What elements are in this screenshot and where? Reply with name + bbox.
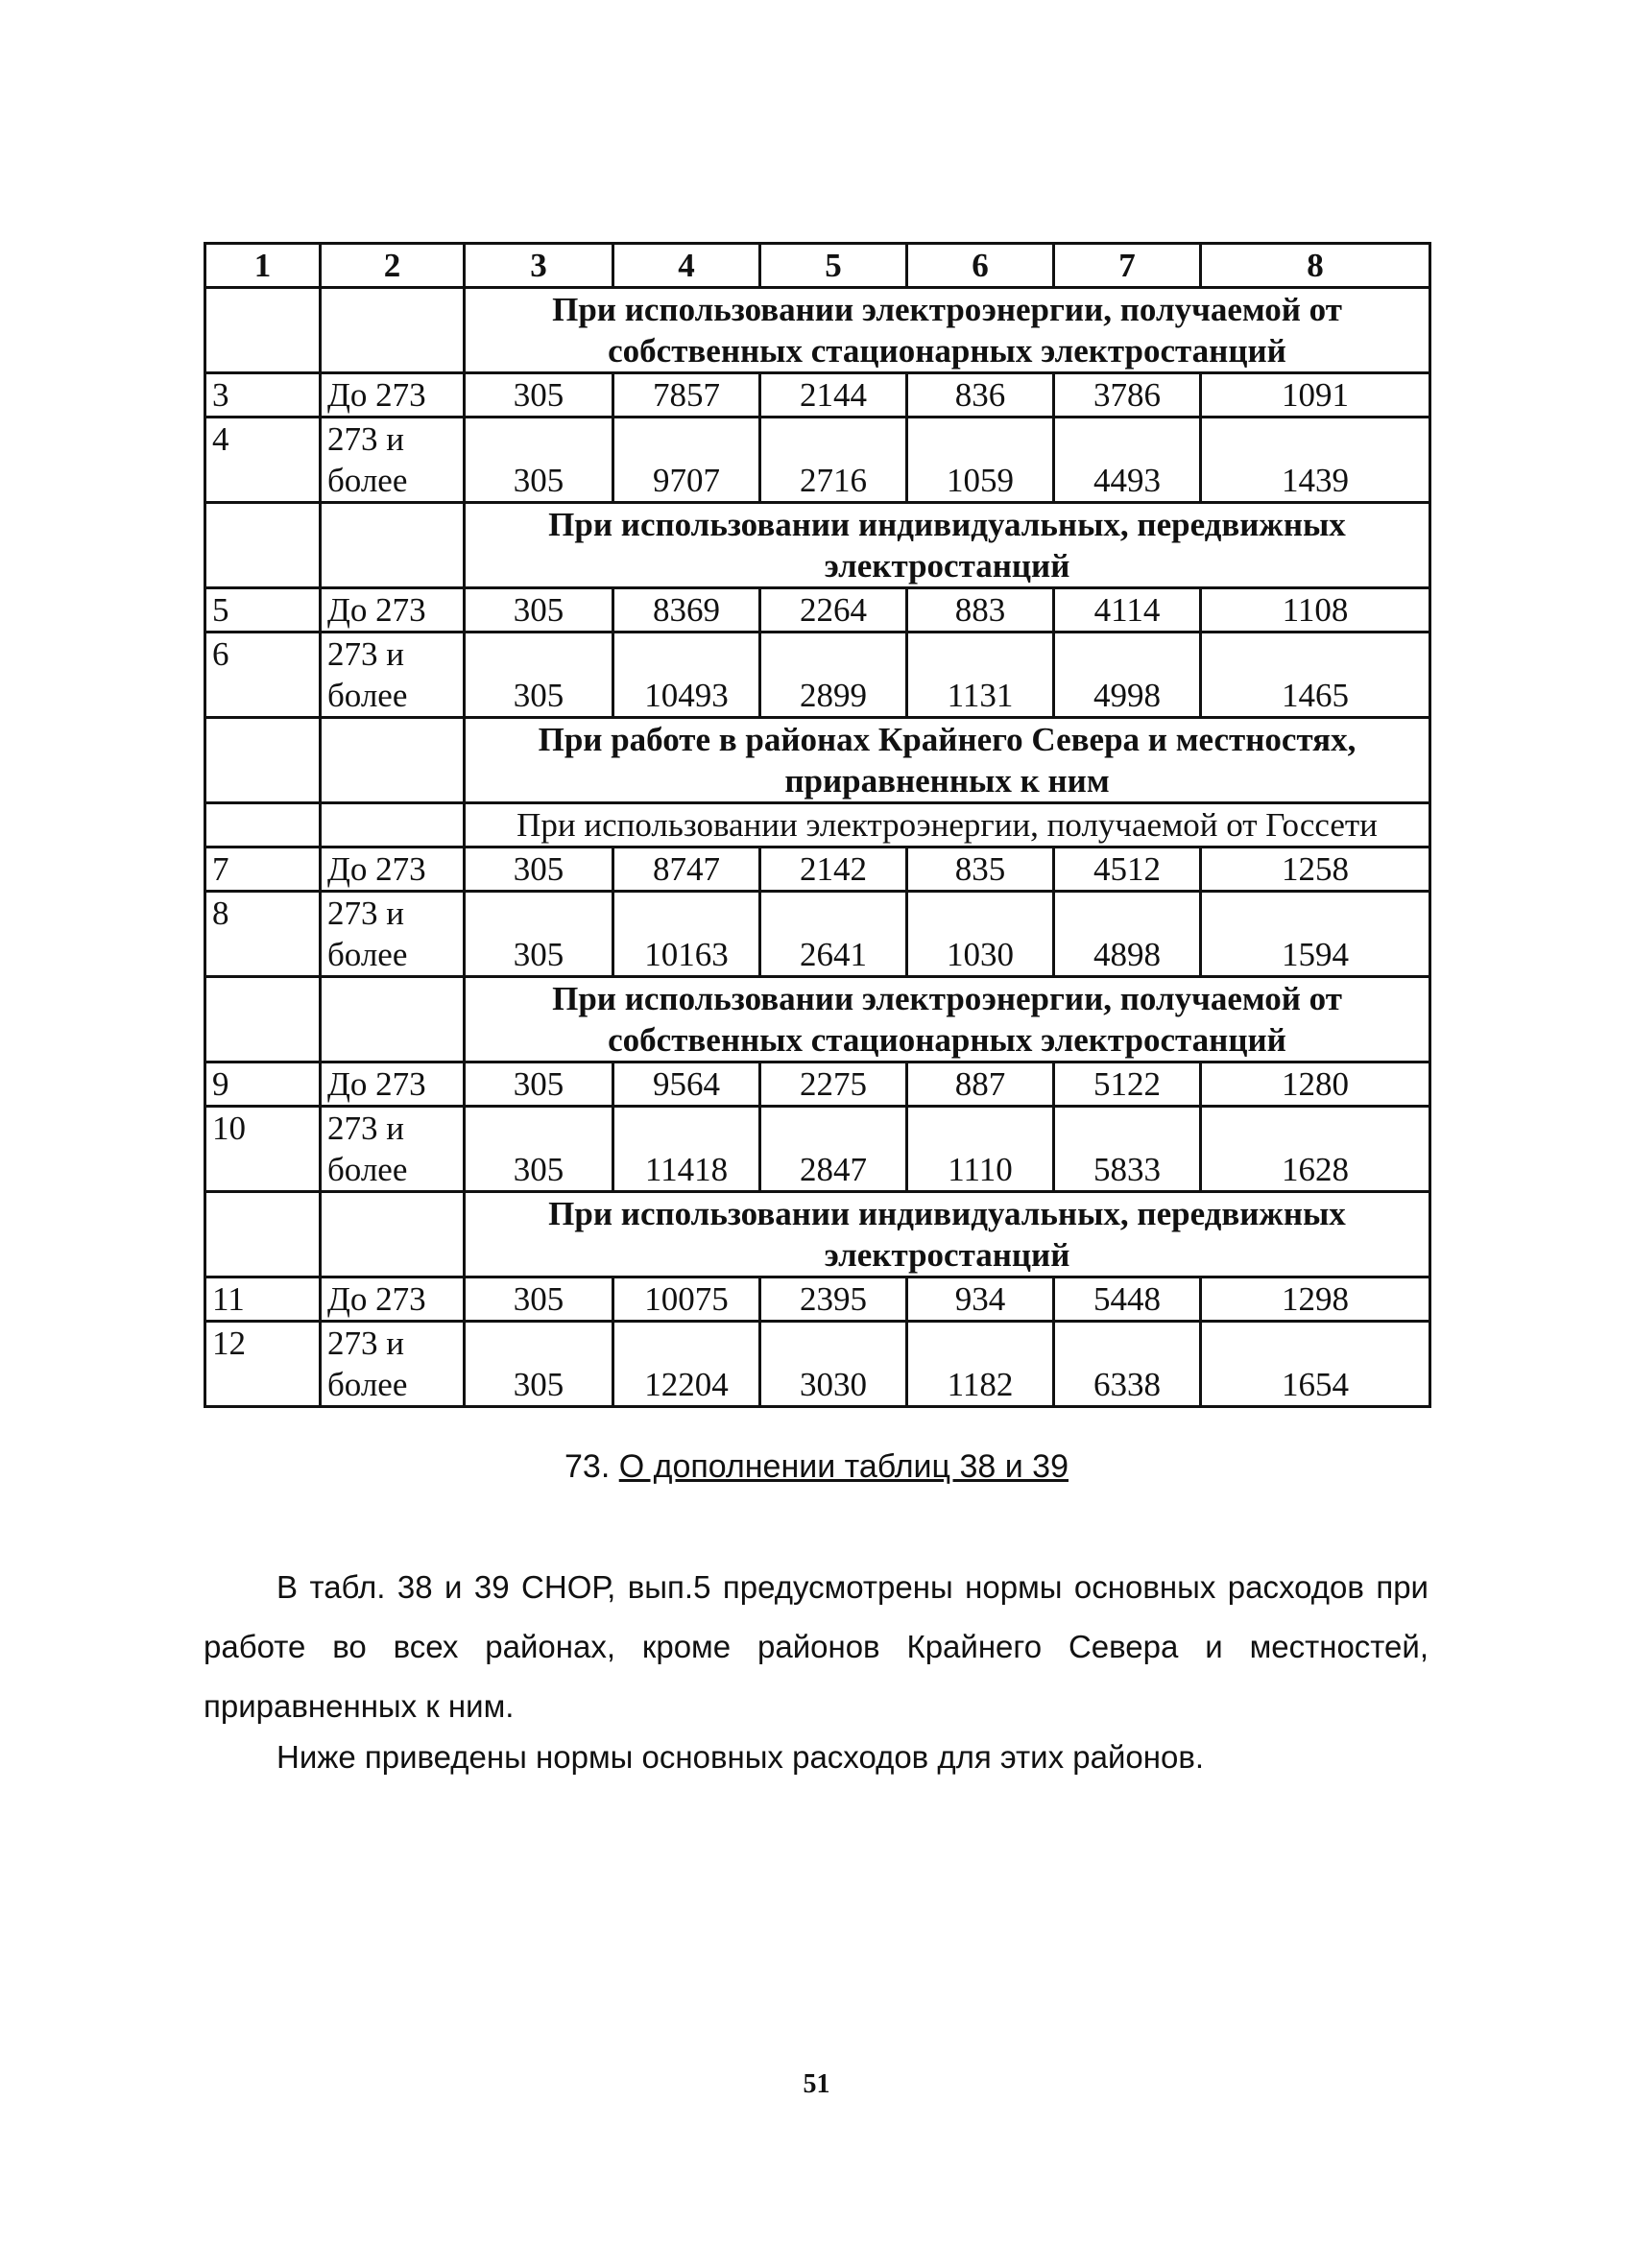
header-cell: 7 xyxy=(1054,244,1201,288)
cell: 8747 xyxy=(613,848,760,892)
cell: 305 xyxy=(465,373,613,418)
cell: 2142 xyxy=(760,848,907,892)
table-row xyxy=(205,633,1430,718)
cell: 1131 xyxy=(907,633,1054,718)
cell: 2641 xyxy=(760,892,907,977)
row-number: 8 xyxy=(205,892,321,977)
cell: 835 xyxy=(907,848,1054,892)
norms-table xyxy=(204,242,1431,1408)
section-row xyxy=(205,803,1430,848)
cell: 1628 xyxy=(1201,1107,1430,1192)
section-title: При использовании индивидуальных, передвижных электростанций xyxy=(465,503,1430,588)
cell: 887 xyxy=(907,1062,1054,1107)
cell: 2144 xyxy=(760,373,907,418)
cell: 1091 xyxy=(1201,373,1430,418)
row-number: 7 xyxy=(205,848,321,892)
header-cell: 2 xyxy=(321,244,465,288)
header-cell: 1 xyxy=(205,244,321,288)
table-row xyxy=(205,1107,1430,1192)
cell: 305 xyxy=(465,588,613,633)
row-size: 273 и более xyxy=(321,418,465,503)
cell: 5122 xyxy=(1054,1062,1201,1107)
cell: 305 xyxy=(465,848,613,892)
row-number: 11 xyxy=(205,1277,321,1322)
row-size: До 273 xyxy=(321,588,465,633)
cell: 12204 xyxy=(613,1322,760,1407)
table-row xyxy=(205,1062,1430,1107)
cell: 1059 xyxy=(907,418,1054,503)
cell: 2899 xyxy=(760,633,907,718)
cell: 2847 xyxy=(760,1107,907,1192)
header-cell: 8 xyxy=(1201,244,1430,288)
section-title: При использовании электроэнергии, получаемой от собственных стационарных электростанций xyxy=(465,288,1430,373)
cell: 934 xyxy=(907,1277,1054,1322)
table-row xyxy=(205,1277,1430,1322)
cell: 5833 xyxy=(1054,1107,1201,1192)
cell: 10163 xyxy=(613,892,760,977)
table-row xyxy=(205,848,1430,892)
table-header-row xyxy=(205,244,1430,288)
header-cell: 4 xyxy=(613,244,760,288)
cell: 305 xyxy=(465,1322,613,1407)
section-title: При использовании индивидуальных, передвижных электростанций xyxy=(465,1192,1430,1277)
cell: 1258 xyxy=(1201,848,1430,892)
cell: 7857 xyxy=(613,373,760,418)
cell: 1654 xyxy=(1201,1322,1430,1407)
cell: 305 xyxy=(465,892,613,977)
row-size: До 273 xyxy=(321,848,465,892)
row-size: До 273 xyxy=(321,373,465,418)
row-number: 9 xyxy=(205,1062,321,1107)
cell: 4512 xyxy=(1054,848,1201,892)
cell: 2395 xyxy=(760,1277,907,1322)
table-row xyxy=(205,373,1430,418)
section-row xyxy=(205,1192,1430,1277)
row-number: 4 xyxy=(205,418,321,503)
row-number: 6 xyxy=(205,633,321,718)
cell: 883 xyxy=(907,588,1054,633)
table-row xyxy=(205,1322,1430,1407)
section-title: При использовании электроэнергии, получаемой от Госсети xyxy=(465,803,1430,848)
cell: 305 xyxy=(465,633,613,718)
cell: 5448 xyxy=(1054,1277,1201,1322)
table-row xyxy=(205,892,1430,977)
cell: 836 xyxy=(907,373,1054,418)
section-row xyxy=(205,718,1430,803)
cell: 1110 xyxy=(907,1107,1054,1192)
row-size: 273 и более xyxy=(321,633,465,718)
row-size: До 273 xyxy=(321,1277,465,1322)
cell: 2264 xyxy=(760,588,907,633)
row-size: До 273 xyxy=(321,1062,465,1107)
paragraph: Ниже приведены нормы основных расходов для этих районов. xyxy=(276,1739,1205,1775)
cell: 4114 xyxy=(1054,588,1201,633)
row-size: 273 и более xyxy=(321,892,465,977)
cell: 2275 xyxy=(760,1062,907,1107)
row-size: 273 и более xyxy=(321,1322,465,1407)
section-title: О дополнении таблиц 38 и 39 xyxy=(618,1448,1069,1485)
cell: 1182 xyxy=(907,1322,1054,1407)
header-cell: 3 xyxy=(465,244,613,288)
row-number: 10 xyxy=(205,1107,321,1192)
page-number: 51 xyxy=(803,2069,830,2099)
cell: 9707 xyxy=(613,418,760,503)
section-row xyxy=(205,977,1430,1062)
cell: 1439 xyxy=(1201,418,1430,503)
cell: 4998 xyxy=(1054,633,1201,718)
header-cell: 6 xyxy=(907,244,1054,288)
cell: 4493 xyxy=(1054,418,1201,503)
cell: 6338 xyxy=(1054,1322,1201,1407)
section-row xyxy=(205,288,1430,373)
section-number: 73. xyxy=(564,1448,611,1485)
cell: 305 xyxy=(465,418,613,503)
table-row xyxy=(205,418,1430,503)
section-row xyxy=(205,503,1430,588)
cell: 10493 xyxy=(613,633,760,718)
cell: 1280 xyxy=(1201,1062,1430,1107)
cell: 2716 xyxy=(760,418,907,503)
cell: 305 xyxy=(465,1277,613,1322)
row-size: 273 и более xyxy=(321,1107,465,1192)
section-title: При работе в районах Крайнего Севера и местностях, приравненных к ним xyxy=(465,718,1430,803)
row-number: 5 xyxy=(205,588,321,633)
paragraph: В табл. 38 и 39 СНОР, вып.5 предусмотрены нормы основных расходов при работе во всех районах, кроме районов Крайнего Севера и местностей, приравненных к ним. xyxy=(204,1569,1429,1724)
cell: 3030 xyxy=(760,1322,907,1407)
row-number: 3 xyxy=(205,373,321,418)
section-heading xyxy=(0,1447,1633,1486)
cell: 3786 xyxy=(1054,373,1201,418)
table-row xyxy=(205,588,1430,633)
cell: 305 xyxy=(465,1062,613,1107)
section-title: При использовании электроэнергии, получаемой от собственных стационарных электростанций xyxy=(465,977,1430,1062)
cell: 11418 xyxy=(613,1107,760,1192)
cell: 9564 xyxy=(613,1062,760,1107)
cell: 8369 xyxy=(613,588,760,633)
cell: 1298 xyxy=(1201,1277,1430,1322)
cell: 1465 xyxy=(1201,633,1430,718)
cell: 305 xyxy=(465,1107,613,1192)
row-number: 12 xyxy=(205,1322,321,1407)
cell: 4898 xyxy=(1054,892,1201,977)
cell: 10075 xyxy=(613,1277,760,1322)
cell: 1108 xyxy=(1201,588,1430,633)
cell: 1030 xyxy=(907,892,1054,977)
cell: 1594 xyxy=(1201,892,1430,977)
header-cell: 5 xyxy=(760,244,907,288)
